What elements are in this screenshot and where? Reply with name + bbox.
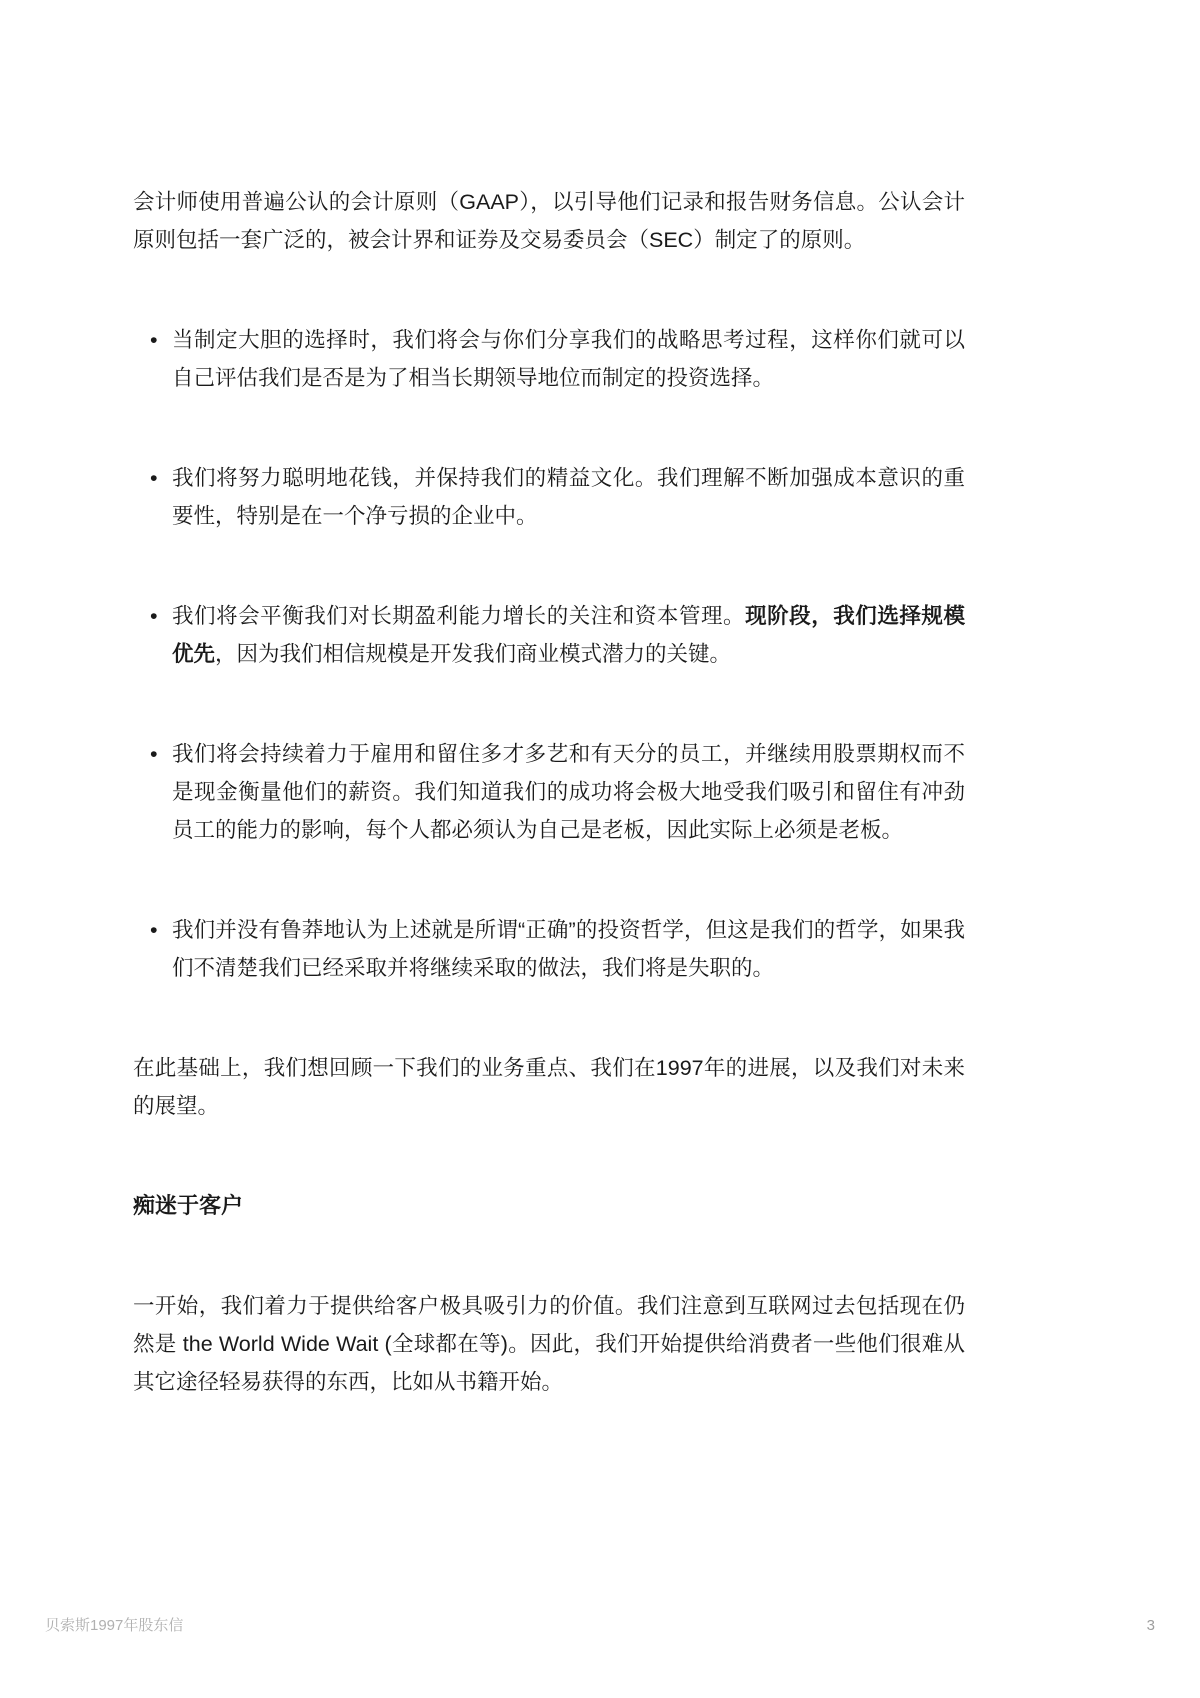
bullet-icon: • — [150, 328, 158, 352]
bullet-item-hiring-talent — [133, 735, 965, 849]
bullet-text-regular: ，因为我们相信规模是开发我们商业模式潜力的关键。 — [215, 642, 732, 666]
page-footer — [45, 1615, 1155, 1637]
bullet-item-scale-priority — [133, 597, 965, 673]
section-body-paragraph: 一开始，我们着力于提供给客户极具吸引力的价值。我们注意到互联网过去包括现在仍然是 the World Wide Wait (全球都在等)。因此，我们开始提供给消费者一些他们很难从其它途径轻易获得的东西，比如从书籍开始。 — [133, 1294, 965, 1394]
bullet-icon: • — [150, 604, 158, 628]
bullet-icon: • — [150, 466, 158, 490]
bullet-text: 我们将努力聪明地花钱，并保持我们的精益文化。我们理解不断加强成本意识的重要性，特别是在一个净亏损的企业中。 — [172, 466, 965, 528]
bullet-text: 我们将会持续着力于雇用和留住多才多艺和有天分的员工，并继续用股票期权而不是现金衡量他们的薪资。我们知道我们的成功将会极大地受我们吸引和留住有冲劲员工的能力的影响，每个人都必须认为自己是老板，因此实际上必须是老板。 — [172, 742, 965, 842]
bullet-text-regular: 我们将会平衡我们对长期盈利能力增长的关注和资本管理。 — [172, 604, 746, 628]
footer-document-title: 贝索斯1997年股东信 — [45, 1617, 184, 1634]
bullet-text: 我们并没有鲁莽地认为上述就是所谓“正确”的投资哲学，但这是我们的哲学，如果我们不清楚我们已经采取并将继续采取的做法，我们将是失职的。 — [172, 918, 965, 980]
document-content — [133, 183, 965, 1463]
transition-paragraph: 在此基础上，我们想回顾一下我们的业务重点、我们在1997年的进展，以及我们对未来的展望。 — [133, 1056, 965, 1118]
bullet-item-strategy-sharing — [133, 321, 965, 397]
section-heading-customer-obsession: 痴迷于客户 — [133, 1193, 244, 1218]
bullet-icon: • — [150, 918, 158, 942]
bullet-text: 当制定大胆的选择时，我们将会与你们分享我们的战略思考过程，这样你们就可以自己评估我们是否是为了相当长期领导地位而制定的投资选择。 — [172, 328, 965, 390]
intro-paragraph: 会计师使用普遍公认的会计原则（GAAP），以引导他们记录和报告财务信息。公认会计原则包括一套广泛的，被会计界和证券及交易委员会（SEC）制定了的原则。 — [133, 190, 965, 252]
bullet-item-lean-culture — [133, 459, 965, 535]
bullet-text-bold: 现阶段，我们选择规模优先 — [172, 604, 965, 666]
bullet-icon: • — [150, 742, 158, 766]
bullet-item-investment-philosophy — [133, 911, 965, 987]
footer-page-number: 3 — [1146, 1617, 1155, 1634]
